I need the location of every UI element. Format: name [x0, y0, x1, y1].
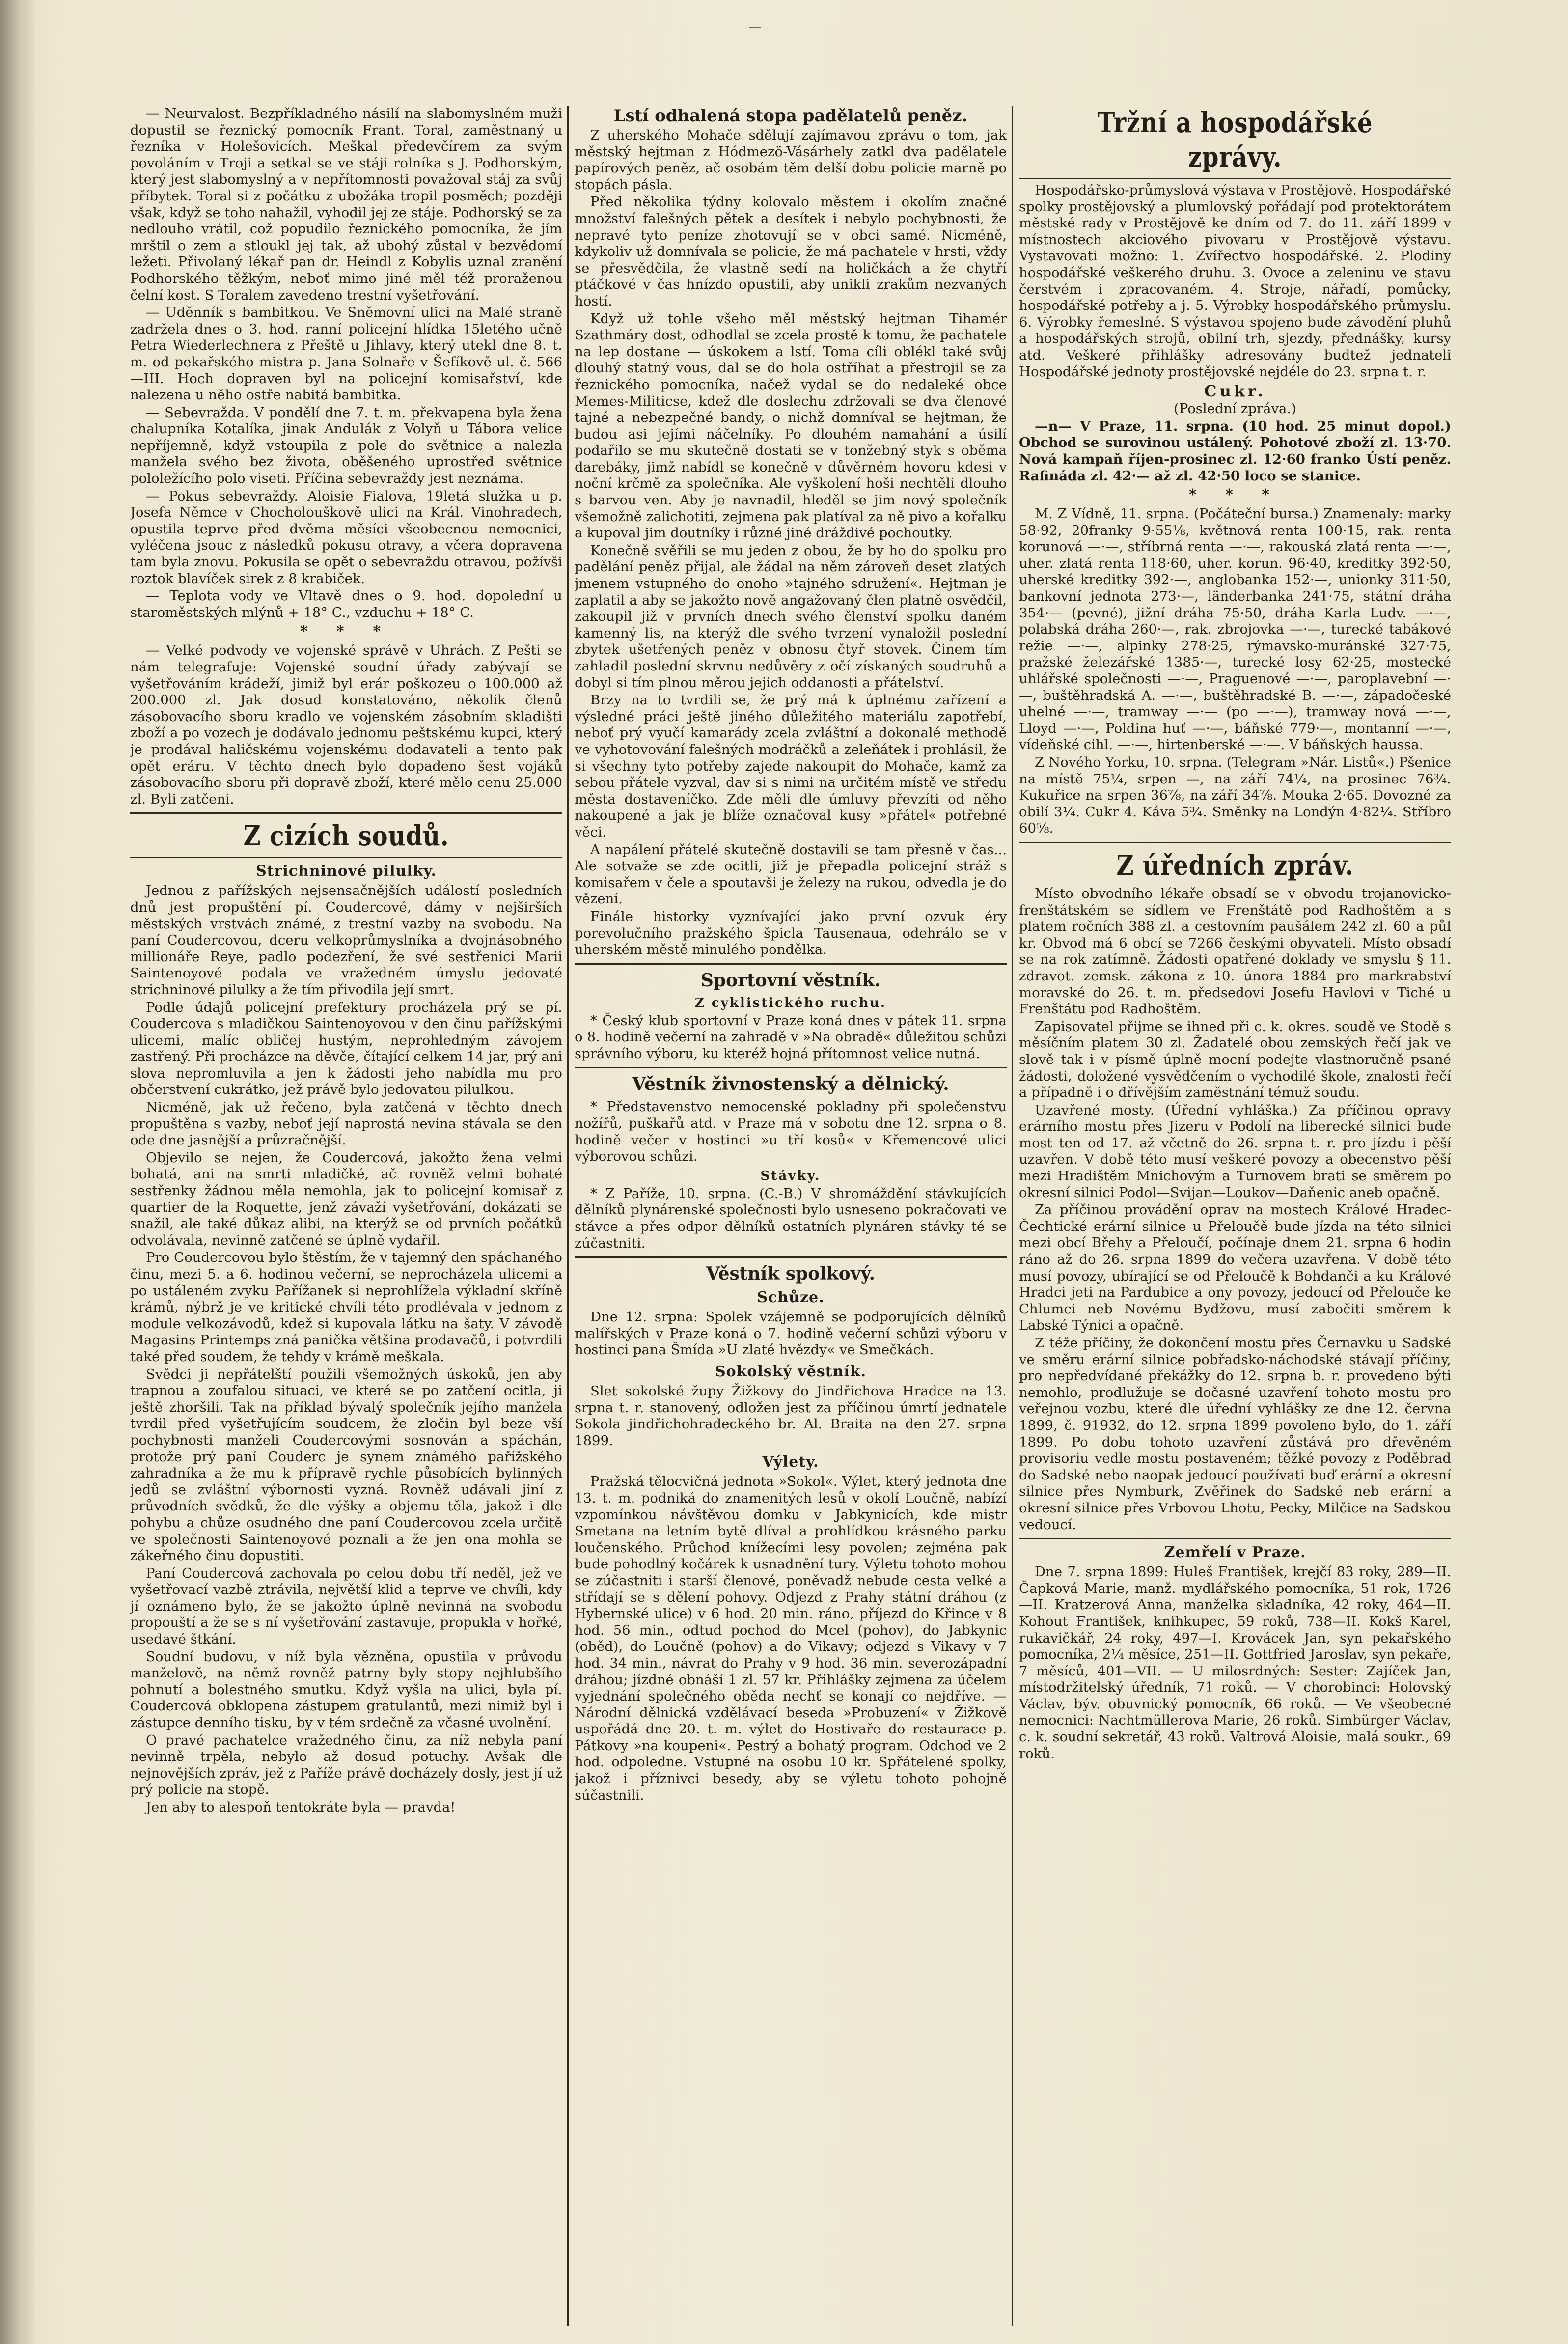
subheading-zemreli: Zemřelí v Praze. [1164, 1544, 1306, 1562]
article-heading-stopa: Lstí odhalená stopa padělatelů peněz. [613, 106, 968, 126]
section-divider [575, 1256, 1007, 1258]
paragraph: Uzavřené mosty. (Úřední vyhláška.) Za příčinou opravy erárního mostu přes Jizeru v Podolí na liberecké silnici bude most ten od 17. až včetně do 26. srpna t. r. pro jízdu i pěší uzavřen. V době této musí veškeré povozy a obecenstvo pěší mezi Hradištěm Mnichovým a Turnovem brati se směrem po okresní silnici Podol—Svijan—Loukov—Daňenic aneb opačně. [1019, 1102, 1451, 1200]
paragraph: Když už tohle všeho měl městský hejtman Tihamér Szathmáry dost, odhodlal se zcela prostě k tomu, že pachatele na lep dostane — úskokem a lstí. Toma cíli oblékl také svůj dlouhý statný vous, dal se do hola ostříhat a přestrojil se za řeznického pomocníka, načež vydal se do nedaleké obce Memes-Militicse, kdež dle doslechu zdržovali se dva členové tajné a nebezpečné bandy, o nichž domníval se hejtman, že budou asi jejími náčelníky. Po dlouhém namahání a úsilí podařilo se mu skutečně dostati se v tonžebný styk s oběma darebáky, jimž nabídl se konečně v důvěrném hovoru kdesi v noční krčmě za společníka. Ale vyškolení hoši nechtěli dlouho s barvou ven. Aby je navnadil, hleděl se jim nový společník všemožně zalichotiti, zejmena pak platíval za ně pivo a kořalku a kupoval jim doutníky i různé jiné dráždivé pochoutky. [575, 310, 1007, 541]
column-2 [575, 106, 1007, 2336]
paragraph: Hospodářsko-průmyslová výstava v Prostějově. Hospodářské spolky prostějovský a plumlovský pořádají pod protektorátem městské rady v Prostějově ke dním od 7. do 11. září 1899 v místnostech akciového pivovaru v Prostějově výstavu. Vystavovati možno: 1. Zvířectvo hospodářské. 2. Plodiny hospodářské veškerého druhu. 3. Ovoce a zeleninu ve stavu čerstvém i zpracovaném. 4. Stroje, nářadí, pomůcky, hospodářské potřeby a j. 5. Výrobky hospodářského průmyslu. 6. Výrobky řemeslné. S výstavou spojeno bude závodění pluhů a hospodářských strojů, obilní trh, sjezdy, přednášky, kursy atd. Veškeré přihlášky adresovány budtež jednateli Hospodářské jednoty prostějovské nejdéle do 23. srpna t. r. [1019, 182, 1451, 380]
section-heading-uredni: Z úředních zpráv. [1116, 849, 1354, 882]
paragraph-zemreli: Dne 7. srpna 1899: Huleš František, krejčí 83 roky, 289—II. Čapková Marie, manž. mydlářského pomocníka, 51 rok, 1726—II. Kratzerová Anna, manželka skladníka, 42 roky, 464—II. Kohout František, knihkupec, 59 roků, 738—II. Kokš Karel, rukavičkář, 24 roky, 497—I. Krovácek Jan, syn pekařského pomocníka, 2¼ měsíce, 251—II. Gottfried Jaroslav, syn pekaře, 7 měsíců, 401—VII. — U milosrdných: Sester: Zajíček Jan, místodržitelský úředník, 71 roků. — V chorobinci: Holovský Václav, býv. obuvnický pomocník, 66 roků. — Ve všeobecné nemocnici: Nachtmüllerova Marie, 26 roků. Simbürger Václav, c. k. soudní sekretář, 43 roků. Valtrová Aloisie, malá soukr., 69 roků. [1019, 1564, 1451, 1761]
paragraph: * Představenstvo nemocenské pokladny při společenstvu nožířů, puškařů atd. v Praze má v sobotu dne 12. srpna o 8. hodině večer v hostinci »u tří kosů« v Křemencové ulici výborovou schůzi. [575, 1099, 1007, 1165]
article-heading-strichninove: Strichninové pilulky. [256, 863, 437, 880]
paragraph: Z uherského Mohače sdělují zajímavou zprávu o tom, jak městský hejtman z Hódmezö-Vásárhely zatkl dva padělatele papírových peněz, ač osobám těm delší dobu policie marně po stopách pásla. [575, 127, 1007, 193]
subheading-schuze: Schůze. [757, 1289, 825, 1307]
paragraph: Soudní budovu, v níž byla vězněna, opustila v průvodu manželově, na němž rovněž patrny byly stopy nejhlubšího pohnutí a bolestného smutku. Když vyšla na ulici, byla pí. Coudercová obklopena zástupem gratulantů, mezi nimiž byl i zástupce denního tisku, by v tém srdečně za včasné uvolnění. [130, 1648, 562, 1731]
heading-underline [130, 857, 562, 858]
section-stars: * * * [300, 623, 392, 641]
paragraph: Objevilo se nejen, že Coudercová, jakožto žena velmi bohatá, ani na smrti mladičké, ač rovněž velmi bohaté sestřenky žádnou měla nemohla, jak to policejní komisař z quartier de la Roquette, jenž závaží vyšetřování, dokázati se snažil, ale také důkaz alibi, na kterýž se od prvních počátků odvolávala, nevinně zatčené se úplně vydařil. [130, 1149, 562, 1248]
article-ucennik: — Uděnník s bambitkou. Ve Sněmovní ulici na Malé straně zadržela dnes o 3. hod. ranní policejní hlídka 15letého učně Petra Wiederlechnera z Přeště u Jihlavy, který utekl dne 8. t. m. od pekařského mistra p. Jana Solnaře v Šefíkově ul. č. 566—III. Hoch dopraven byl na policejní komisařství, kde nalezena u něho ostře nabitá bambitka. [130, 305, 562, 403]
paragraph: Finále historky vyznívající jako první ozvuk éry porevolučního pražského špicla Tausenaua, odehrálo se v uherském městě minulého pondělka. [575, 908, 1007, 958]
paragraph: Zapisovatel přijme se ihned při c. k. okres. soudě ve Stodě s měsíčním platem 30 zl. Žadatelé obou zemských řečí jak ve slově tak i v písmě úplně mocní podejte vlastnoručně psané žádosti, doložené vysvědčením o vychodilé škole, znalosti řečí a případně i o dřívějším zaměstnání témuž soudu. [1019, 1018, 1451, 1101]
paragraph: O pravé pachatelce vražedného činu, za níž nebyla paní nevinně trpěla, nebylo až dosud potuchy. Avšak dle nejnovějších zpráv, jež z Paříže právě docházely dosly, jest jí už prý policie na stopě. [130, 1732, 562, 1798]
paragraph: Slet sokolské župy Žižkovy do Jindřichova Hradce na 13. srpna t. r. stanovený, odložen jest za příčinou úmrtí jednatele Sokola jindřichohradeckého br. Al. Braita na den 27. srpna 1899. [575, 1383, 1007, 1449]
paragraph-final: Jen aby to alespoň tentokráte byla — pravda! [146, 1799, 456, 1815]
paragraph: Jednou z pařížských nejsensačnějších událostí posledních dnů jest propuštění pí. Coudercové, dámy v nejširších městských vrstvách známé, z trestní vazby na svobodu. Na paní Coudercovou, dceru velkoprůmyslníka a dvojnásobného millionáře Reye, padlo podezření, že své sestřenici Marii Saintenoyové podala ve vražedném úmyslu jedovaté strichninové pilulky a že tím přivodila její smrt. [130, 883, 562, 998]
section-divider [130, 812, 562, 814]
subheading-posledni-zprava: (Poslední zpráva.) [1174, 401, 1296, 417]
paragraph: Konečně svěřili se mu jeden z obou, že by ho do spolku pro padělání peněz přijal, ale žádal na něm zároveň deset zlatých jmenem vstupného do onoho »tajného sdružení«. Hejtman je zaplatil a aby se jakožto nově angažovaný člen platně osvědčil, zakoupil již v prvních dnech svého členství spolku daném kamenný lis, na kterýž dle svého tvrzení vynaložil poslední zbytek ušetřených peněz v obnosu čtyř stovek. Činem tím zahladil poslední skrvnu nedůvěry z očí získaných soudruhů a dobyl si tím plnou měrou jejich oddanosti a přátelství. [575, 542, 1007, 691]
paragraph: Před několika týdny kolovalo městem i okolím značné množství falešných pětek a desítek i nebylo pochybnosti, že nepravé tyto peníze zhotovují se v obci samé. Nicméně, kdykoliv už domnívala se policie, že má pachatele v hrsti, vždy se přesvědčila, že vlastně sedí na holičkách a že chytří ptáčkové v čas hnízdo opustili, aby unikli zrakům nezvaných hostí. [575, 194, 1007, 309]
paragraph: Pro Coudercovou bylo štěstím, že v tajemný den spáchaného činu, mezi 5. a 6. hodinou večerní, se neprocházela ulicemi a po ustáleném zvyku Pařížanek si neprohlížela výkladní skříně krámů, nýbrž je ve kritické chvíli této prodlévala v jednom z module velkozávodů, kdež si kupovala látku na šaty. V závodě Magasins Printemps zná panička většina prodavačů, i potvrdili také před soudem, že tehdy v krámě meškala. [130, 1250, 562, 1365]
section-divider [575, 1067, 1007, 1068]
paragraph: Paní Coudercová zachovala po celou dobu tří neděl, jež ve vyšetřovací vazbě ztrávila, největší klid a teprve ve chvíli, kdy jí oznámeno bylo, že se jakožto úplně nevinná na svobodu propouští a že se s ní vyšetřování zastavuje, propukla v hořké, usedavé štkání. [130, 1565, 562, 1647]
paragraph: Podle údajů policejní prefektury procházela prý se pí. Coudercova s mladičkou Saintenoyovou v den činu pařížskými ulicemi, malíc obličej hustým, neprohledným závojem zastřený. Při procházce na děvče, čítající celkem 14 jar, prý ani slova nepromluvila a jen k žádosti jeho nabídla mu pro občerstvení cukrátko, jež právě bylo jedovatou pilulkou. [130, 999, 562, 1098]
section-divider [1019, 1538, 1451, 1539]
top-mark [749, 27, 761, 28]
paragraph: Místo obvodního lékaře obsadí se v obvodu trojanovicko-frenštátském se sídlem ve Frenštátě pod Radhoštěm a s platem ročních 388 zl. a cestovním paušálem 242 zl. 60 a půl kr. Obvod má 6 obcí se 7266 českými obyvateli. Místo obsadí se na rok zatímně. Žádosti opatřené doklady ve smyslu § 11. zdravot. zemsk. zákona z 10. února 1884 pro markrabství moravské do 26. t. m. předsedovi Josefu Havlovi v Tiché u Frenštátu pod Radhoštěm. [1019, 885, 1451, 1017]
subheading-sokolsky: Sokolský věstník. [715, 1363, 867, 1380]
section-heading-trzni: Tržní a hospodářské zprávy. [1097, 107, 1373, 173]
section-heading-cizich-soudu: Z cizích soudů. [243, 820, 449, 853]
section-heading-spolkovy: Věstník spolkový. [706, 1263, 876, 1284]
article-neurvalost: — Neurvalost. Bezpříkladného násilí na slabomyslném muži dopustil se řeznický pomocník Frant. Toral, zaměstnaný u řezníka v Holešovicích. Meškal předevčírem za svým povoláním v Troji a setkal se ve stáji rolníka s J. Podhorským, který jest slabomyslný a v nepřítomnosti považoval stáj za svůj příbytek. Toral si z počátku z ubožáka tropil posměch; později však, když se toho nahažil, vyhodil jej ze stáje. Podhorský se za nedlouho vrátil, což popudilo řeznického pomocníka, že jím mrštil o zem a stloukl jej tak, až ubohý zůstal v bezvědomí ležeti. Přivolaný lékař pan dr. Heindl z Kobylis uznal zranění Podhorského těžkým, neboť mimo jiné měl též proraženou čelní kost. S Toralem zavedeno trestní vyšetřování. [130, 106, 562, 303]
column-rule-1 [567, 106, 569, 2326]
subheading-vylety: Výlety. [762, 1453, 819, 1471]
paragraph: Brzy na to tvrdili se, že prý má k úplnému zařízení a výsledné práci ještě jiného důležitého materiálu zapotřebí, neboť prý vyučí kamarády zcela zvláštní a dokonalé methodě ve vyhotovování falešných modráčků a zeleňátek i prohlásil, že si všechny tyto potřeby zajede nakoupit do Mohače, kamž za sebou přátele vyzval, dav si s nimi na určitém místě ve středu města dostaveníčko. Zde měli dle úmluvy převzíti od něho nakoupené a jak je blíže označoval kusy »přátel« potřebné věci. [575, 692, 1007, 840]
paragraph: * Z Paříže, 10. srpna. (C.-B.) V shromáždění stávkujících dělníků plynárenské společnosti bylo usneseno pokračovati ve stávce a přes odpor dělníků ostatních plynáren stávky té se zúčastniti. [575, 1185, 1007, 1251]
section-divider [575, 963, 1007, 965]
paragraph-bursa: M. Z Vídně, 11. srpna. (Počáteční bursa.) Znamenaly: marky 58·92, 20franky 9·55⅛, květnová renta 100·15, rak. renta korunová —·—, stříbrná renta —·—, rakouská zlatá renta —·—, uher. zlatá renta 118·60, uher. korun. 96·40, kreditky 392·50, uherské kreditky 392·—, anglobanka 152·—, unionky 311·50, bankovní jednota 273·—, länderbanka 241·75, státní dráha 354·— (pevné), jižní dráha 75·50, dráha Karla Ludv. —·—, polabská dráha 260·—, rak. zbrojovka —·—, turecké tabákové režie —·—, alpinky 278·25, rýmavsko-muránské 327·75, pražské železářské 1385·—, turecké losy 62·25, mostecké uhlářské společnosti —·—, Praguenové —·—, paroplavební —·—, buštěhradská A. —·—, buštěhradské B. —·—, západočeské uhelné —·—, tramway —·— (po —·—), tramway nová —·—, Lloyd —·—, Poldina huť —·—, báňské 779·—, montanní —·—, vídeňské cihl. —·—, hirtenberské —·—. V báňských haussa. [1019, 506, 1451, 753]
column-rule-2 [1012, 106, 1013, 2326]
paragraph-cukr: —n— V Praze, 11. srpna. (10 hod. 25 minut dopol.) Obchod se surovinou ustálený. Pohotové zboží zl. 13·70. Nová kampaň říjen-prosinec zl. 12·60 franko Ústí peněz. Rafináda zl. 42·— až zl. 42·50 loco se stanice. [1019, 418, 1451, 484]
paragraph: Za příčinou provádění oprav na mostech Králové Hradec-Čechtické erární silnice u Přeloučě bude jízda na této silnici mezi obcí Břehy a Přeloučí, počínaje dnem 21. srpna 6 hodin ráno až do 26. srpna 1899 do večera uzavřena. V době této musí povozy, ubírající se od Přeloučě k Bohdanči a ku Králové Hradci jeti na Pardubice a ony povozy, jedoucí od Přelouče ke Chlumci neb Novému Bydžovu, musí zabočiti směrem k Labské Týnici a opačně. [1019, 1202, 1451, 1334]
paragraph: Pražská tělocvičná jednota »Sokol«. Výlet, který jednota dne 13. t. m. podniká do znamenitých lesů v okolí Loučně, nabízí vzpomínkou návštěvou domku v Jabkynicích, kde mistr Smetana na letním bytě dlíval a prohlídkou krásného parku loučenského. Průchod knížecími lesy povolen; zejména pak bude pohodlný kočárek k usnadnění tury. Výletu tohoto mohou se zúčastniti i starší členové, poněvadž nebude cesta velké a střídají se s dělení pohovy. Odjezd z Prahy státní dráhou (z Hybernské ulice) v 6 hod. 20 min. ráno, příjezd do Křince v 8 hod. 56 min., odtud pochod do Mcel (pohov), do Jabkynic (oběd), do Loučně (pohov) a do Vikavy; odjezd s Vikavy v 7 hod. 34 min., návrat do Prahy v 9 hod. 36 min. severozápadní dráhou; jízdné obnáší 1 zl. 57 kr. Přihlášky zejmena za účelem vyjednání společného oběda nechť se konají co nejdříve. — Národní dělnická vzdělávací beseda »Probuzení« v Žižkově uspořádá dne 20. t. m. výlet do Hostivaře do restaurace p. Pátkovy »na koupeni«. Pestrý a bohatý program. Odchod ve 2 hod. odpoledne. Vstupné na osobu 10 kr. Spřátelené spolky, jakož i příznivci besedy, aby se výletu tohoto pohojně súčastnili. [575, 1474, 1007, 1803]
paragraph: A napálení přátelé skutečně dostavili se tam přesně v čas... Ale sotvaže se zde ocitli, již je přepadla policejní stráž s komisařem v čele a spoutavši je železy na rukou, odvedla je do vězení. [575, 841, 1007, 907]
paragraph-new-york: Z Nového Yorku, 10. srpna. (Telegram »Nár. Listů«.) Pšenice na místě 75¼, srpen —, na září 74¼, na prosinec 76¾. Kukuřice na srpen 36⅞, na září 34⅞. Mouka 2·65. Dovozné za obilí 3¼. Cukr 4. Káva 5¾. Směnky na Londýn 4·82¼. Stříbro 60⅝. [1019, 754, 1451, 837]
paragraph: Nicméně, jak už řečeno, byla zatčená v těchto dnech propuštěna s vazby, neboť její naprostá nevina stávala se den ode dne jasnější a průzračnější. [130, 1099, 562, 1148]
article-podvody: — Velké podvody ve vojenské správě v Uhrách. Z Pešti se nám telegrafuje: Vojenské soudní úřady zabývají se vyšetřováním krádeží, jimiž byl erár poškozeu o 100.000 až 200.000 zl. Jak dosud konstatováno, několik členů zásobovacího sboru kradlo ve vojenském zásobním skladišti zboží a po vozech je dodávalo jednomu peštskému kupci, který je prodával haličskému vojenskému dodavateli a tento pak opět eráru. V těchto dnech bylo dopadeno šest vojáků zásobovacího sboru při dopravě zboží, které mělo cenu 25.000 zl. Byli zatčeni. [130, 642, 562, 807]
section-divider [1019, 842, 1451, 843]
paragraph: * Český klub sportovní v Praze koná dnes v pátek 11. srpna o 8. hodině večerní na zahradě v »Na obradě« důležitou schůzi správního výboru, ku kteréž hojná přítomnost velice nutná. [575, 1012, 1007, 1061]
section-heading-zivnostensky: Věstník živnostenský a dělnický. [632, 1074, 949, 1095]
page-fold-shadow [0, 0, 34, 2344]
subheading-cyklistika: Z cyklistického ruchu. [694, 995, 887, 1010]
heading-underline [1019, 178, 1451, 179]
section-stars: * * * [1189, 486, 1281, 504]
article-pokus-sebevrazdy: — Pokus sebevraždy. Aloisie Fialova, 19letá služka u p. Josefa Němce v Chocholouškově ulici na Král. Vinohradech, opustila teprve před dvěma měsíci všeobecnou nemocnici, vyléčena jsouc z následků pokusu otravy, a včera dopravena tam byla znovu. Pokusila se opět o sebevraždu otravou, požívši roztok blavíček sirek z 8 krabiček. [130, 488, 562, 586]
paragraph: Dne 12. srpna: Spolek vzájemně se podporujících dělníků malířských v Praze koná o 7. hodině večerní schůzi výboru v hostinci pana Šmída »U zlaté hvězdy« ve Smečkách. [575, 1309, 1007, 1358]
subheading-stavky: Stávky. [760, 1168, 821, 1183]
column-3 [1019, 106, 1451, 2336]
column-1 [130, 106, 562, 2336]
subheading-cukr: Cukr. [1204, 382, 1266, 401]
section-heading-sport: Sportovní věstník. [700, 970, 881, 991]
paragraph: Svědci ji nepřátelští použili všemožných úskoků, jen aby trapnou a zoufalou situaci, ve které se po zatčení ocitla, ji ještě zhoršili. Tak na příklad bývalý společník jejího manžela tvrdil před vyšetřujícím soudcem, že zločin byl beze vší pochybnosti manželi Coudercovými sosnován a spáchán, protože prý paní Couderc je synem známého pařížského zahradníka a že mu k přípravě rychle působících bylinných jedů se zvláštní výbornosti vyzná. Rovněž udávali jiní z průvodních svědků, že dle výšky a objemu těla, jakož i dle pohybu a chůze osudného dne paní Coudercovou zcela určitě ve společnosti Saintenoyové poznali a že jen ona mohla se zákeřného činu dopustiti. [130, 1366, 562, 1564]
article-teplota-vody: — Teplota vody ve Vltavě dnes o 9. hod. dopolední u staroměstských mlýnů + 18° C., vzduchu + 18° C. [130, 588, 562, 620]
article-sebevrazda: — Sebevražda. V pondělí dne 7. t. m. překvapena byla žena chalupníka Kotalíka, jinak Andulák z Volyň u Tábora velice nepříjemně, když vstoupila z pole do světnice a nalezla manžela svého bez života, oběšeného uprostřed světnice pololežícího polo viseti. Příčina sebevraždy jest neznáma. [130, 404, 562, 487]
paragraph: Z téže příčiny, že dokončení mostu přes Černavku u Sadské ve směru erární silnice pobřadsko-náchodské stávají příčiny, pro nepředvídané překážky do 12. srpna b. r. provedeno býti nemohlo, prodlužuje se dočasné uzavření tohoto mostu pro veřejnou vozbu, které dle úřední vyhlášky ze dne 12. června 1899, č. 91932, do 12. srpna 1899 povoleno bylo, do 1. září 1899. Po dobu tohoto uzavření zůstává pro dřevěném provisoriu vedle mostu postaveném; těžké povozy z Poděbrad do Sadské nebo naopak jedoucí používati buď erární a okresní silnice přes Nymburk, Zvěřinek do Sadské neb erární a okresní silnice přes Vrbovou Lhotu, Pecky, Milčice na Sadskou vedoucí. [1019, 1335, 1451, 1533]
